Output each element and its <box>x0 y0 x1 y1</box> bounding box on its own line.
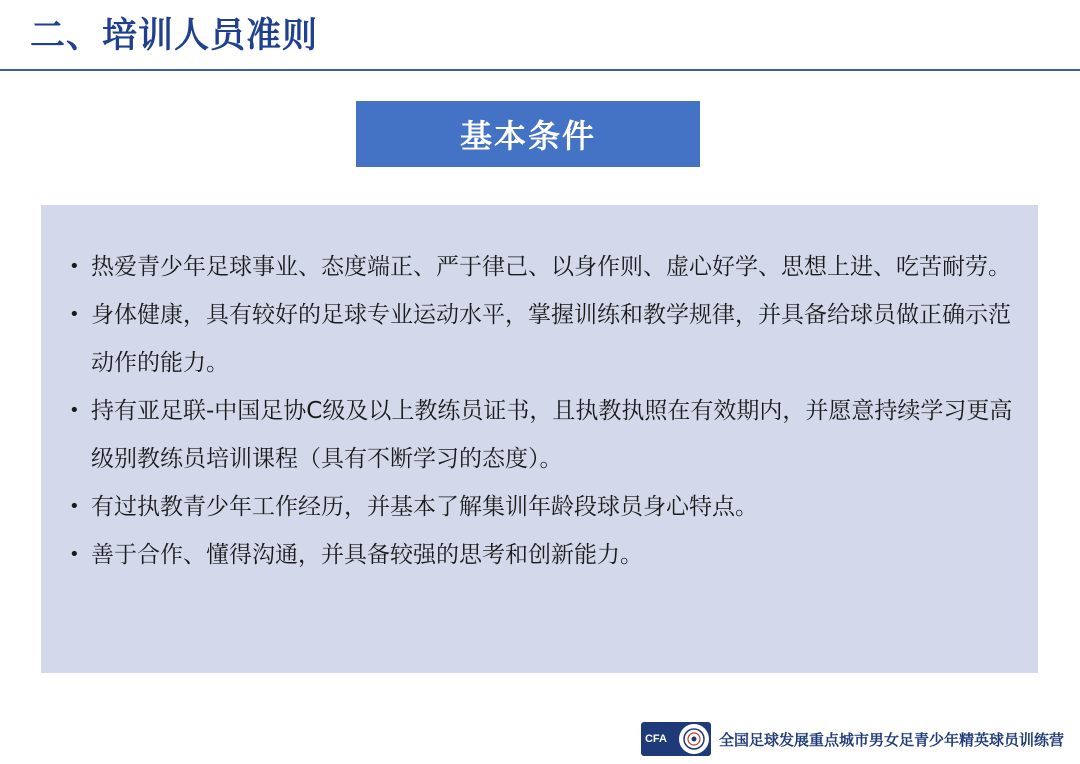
bullet-text: 热爱青少年足球事业、态度端正、严于律己、以身作则、虚心好学、思想上进、吃苦耐劳。 <box>91 254 1011 280</box>
bullet-text: 有过执教青少年工作经历，并基本了解集训年龄段球员身心特点。 <box>91 494 758 520</box>
bullet-dot-icon: • <box>69 400 80 421</box>
cfa-logo <box>641 722 711 756</box>
section-header <box>356 101 700 167</box>
bullet-item <box>69 387 1019 483</box>
bullet-item <box>69 243 1019 291</box>
cfa-emblem-icon <box>679 724 709 754</box>
title-divider <box>0 69 1080 71</box>
content-box <box>41 205 1038 673</box>
bullet-text: 身体健康，具有较好的足球专业运动水平，掌握训练和教学规律，并具备给球员做正确示范动作的能力。 <box>91 302 1011 376</box>
bullet-dot-icon: • <box>69 304 80 325</box>
bullet-list <box>69 243 1019 579</box>
bullet-text: 持有亚足联-中国足协C级及以上教练员证书，且执教执照在有效期内，并愿意持续学习更高级别教练员培训课程（具有不断学习的态度）。 <box>91 398 1013 472</box>
bullet-dot-icon: • <box>69 496 80 517</box>
bullet-text: 善于合作、懂得沟通，并具备较强的思考和创新能力。 <box>91 542 643 568</box>
section-header-label: 基本条件 <box>459 117 596 155</box>
bullet-item <box>69 483 1019 531</box>
footer-text: 全国足球发展重点城市男女足青少年精英球员训练营 <box>718 730 1064 749</box>
bullet-dot-icon: • <box>69 544 80 565</box>
cfa-logo-text: CFA <box>644 733 667 745</box>
bullet-item <box>69 291 1019 387</box>
bullet-item <box>69 531 1019 579</box>
bullet-dot-icon: • <box>69 256 80 277</box>
footer <box>641 722 1064 756</box>
page-title: 二、培训人员准则 <box>30 16 319 56</box>
